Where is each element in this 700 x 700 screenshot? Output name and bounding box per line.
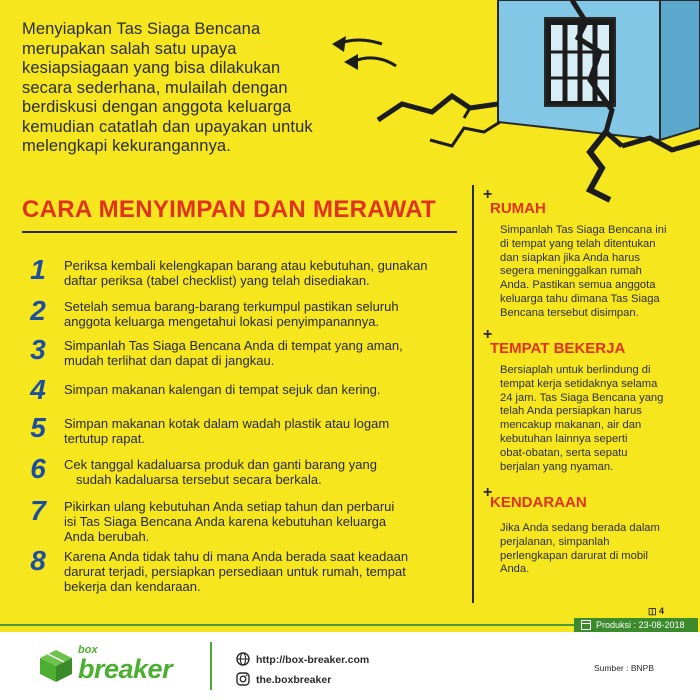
calendar-icon [581, 620, 591, 630]
sidebar-heading-rumah: RUMAH [490, 200, 546, 217]
instagram-icon [236, 672, 250, 686]
logo-small-text: box [78, 644, 98, 656]
step-item [22, 336, 462, 376]
sidebar-heading-kendaraan: KENDARAAN [490, 494, 587, 511]
intro-line: berdiskusi dengan anggota keluarga [22, 98, 292, 116]
step-number: 2 [30, 295, 46, 326]
globe-icon [236, 652, 250, 666]
step-item [22, 256, 462, 296]
website-text: http://box-breaker.com [256, 654, 370, 666]
intro-line: kemudian catatlah dan upayakan untuk [22, 117, 313, 136]
production-strip [0, 618, 700, 632]
instagram-text: the.boxbreaker [256, 674, 332, 686]
plus-icon: + [483, 484, 493, 501]
production-badge [574, 618, 698, 632]
source-credit: Sumber : BNPB [594, 663, 654, 673]
page-icon: ◫ [648, 606, 657, 616]
logo-main-text: breaker [78, 654, 173, 684]
brand-logo[interactable] [38, 642, 188, 692]
step-number: 6 [30, 453, 46, 484]
step-text: Simpanlah Tas Siaga Bencana Anda di tempat yang aman, mudah terlihat dan dapat di jangkau. [64, 338, 403, 368]
step-text: Pikirkan ulang kebutuhan Anda setiap tahun dan perbarui isi Tas Siaga Bencana Anda karena kebutuhan keluarga Anda berubah. [64, 499, 395, 544]
sidebar-heading-tempat-bekerja: TEMPAT BEKERJA [490, 340, 626, 357]
box-logo-icon [38, 648, 74, 684]
column-divider [472, 185, 474, 603]
sidebar-text-kendaraan: Jika Anda sedang berada dalam perjalanan, simpanlah perlengkapan darurat di mobil Anda. [500, 522, 660, 576]
intro-line: kesiapsiagaan yang bisa dilakukan [22, 59, 281, 77]
step-item [22, 545, 462, 594]
step-number: 1 [30, 254, 46, 285]
step-text: Simpan makanan kotak dalam wadah plastik atau logam tertutup rapat. [64, 416, 390, 446]
step-number: 3 [30, 334, 46, 365]
footer [0, 632, 700, 700]
step-text: Setelah semua barang-barang terkumpul pastikan seluruh anggota keluarga mengetahui lokasi penyimpanannya. [64, 299, 399, 329]
intro-line: Menyiapkan Tas Siaga Bencana [22, 20, 261, 38]
step-item [22, 455, 462, 495]
title-underline [22, 231, 457, 233]
intro-line: melengkapi kekurangannya. [22, 137, 231, 155]
intro-line: secara sederhana, mulailah dengan [22, 78, 288, 97]
intro-line: merupakan salah satu upaya [22, 39, 237, 58]
plus-icon: + [483, 186, 493, 203]
step-text: Karena Anda tidak tahu di mana Anda berada saat keadaan darurat terjadi, persiapkan persediaan untuk rumah, tempat bekerja dan kendaraan. [64, 549, 409, 594]
step-text: Simpan makanan kalengan di tempat sejuk dan kering. [64, 382, 381, 397]
step-number: 8 [30, 545, 46, 576]
production-date: Produksi : 23-08-2018 [596, 620, 685, 630]
step-text: Periksa kembali kelengkapan barang atau kebutuhan, gunakan daftar periksa (tabel checklist) yang telah disediakan. [64, 258, 428, 288]
sidebar-text-tempat-bekerja: Bersiaplah untuk berlindung di tempat kerja setidaknya selama 24 jam. Tas Siaga Bencana yang telah Anda persiapkan harus mencakup makanan, air dan kebutuhan lainnya seperti obat-obatan, serta sepatu berjalan yang nyaman. [500, 364, 664, 473]
step-number: 7 [30, 495, 46, 526]
intro-paragraph [22, 20, 462, 157]
strip-line [0, 624, 574, 626]
step-item [22, 495, 462, 544]
step-text: Cek tanggal kadaluarsa produk dan ganti barang yang sudah kadaluarsa tersebut secara berkala. [64, 457, 377, 487]
plus-icon: + [483, 326, 493, 343]
section-title: CARA MENYIMPAN DAN MERAWAT [22, 196, 437, 223]
page-number: ◫ 4 [648, 606, 665, 616]
sidebar-text-rumah: Simpanlah Tas Siaga Bencana ini di tempat yang telah ditentukan dan siapkan jika Anda harus segera meninggalkan rumah Anda. Pastikan semua anggota keluarga tahu dimana Tas Siaga Bencana tersebut disimpan. [500, 224, 667, 319]
step-number: 5 [30, 412, 46, 443]
step-item [22, 297, 462, 337]
step-item [22, 376, 462, 416]
footer-separator [210, 642, 212, 690]
step-number: 4 [30, 374, 46, 405]
step-item [22, 414, 462, 454]
